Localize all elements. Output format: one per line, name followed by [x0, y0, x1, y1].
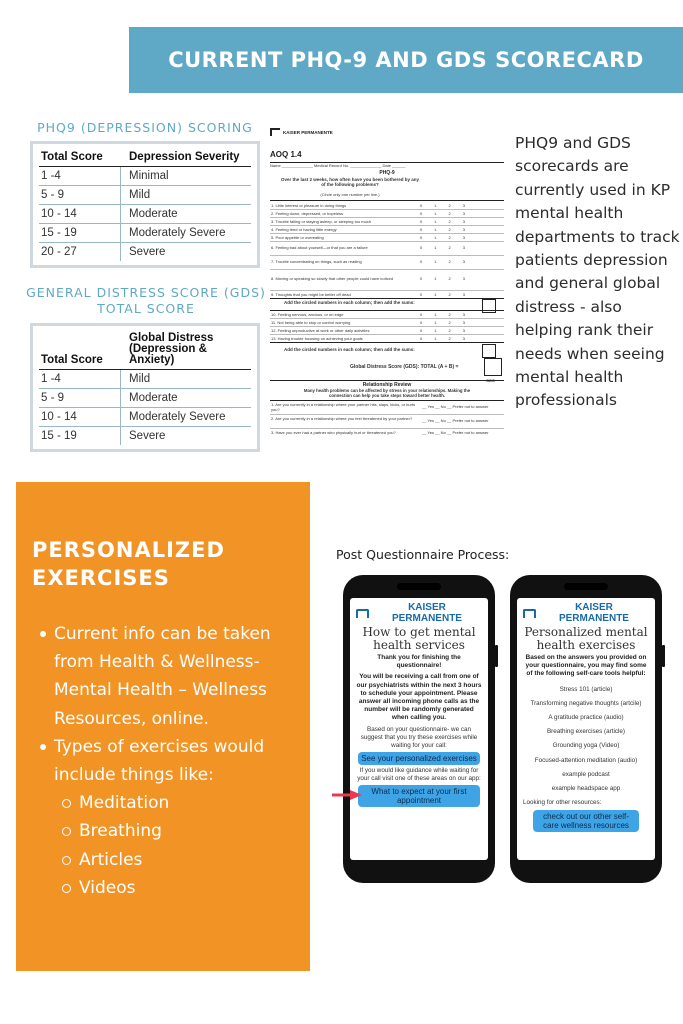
- form-question: Over the last 2 weeks, how often have you been bothered by any of the following problems?: [280, 177, 420, 187]
- phone-side-button: [662, 645, 665, 667]
- kp-brand-text: KAISER PERMANENTE: [391, 602, 462, 624]
- form-scale: 0 1 2 3: [420, 227, 465, 232]
- answer-options: __ Yes __ No __ Prefer not to answer: [422, 418, 489, 423]
- table-row: [39, 186, 251, 205]
- form-code: AOQ 1.4: [270, 150, 302, 159]
- divider: [270, 414, 504, 415]
- page-title: CURRENT PHQ-9 AND GDS SCORECARD: [168, 48, 644, 72]
- form-question-item: 3. Trouble falling or staying asleep, or sleeping too much: [271, 219, 372, 224]
- table-row: [39, 427, 251, 445]
- guidance-text: If you would like guidance while waiting for your call visit one of these areas on our app:: [357, 766, 481, 782]
- phone-notch: [397, 583, 441, 590]
- divider: [270, 400, 504, 401]
- form-sum-line: Add the circled numbers in each column; then add the sums:: [284, 300, 415, 305]
- table-cell: 20 - 27: [39, 243, 121, 261]
- table-header: [39, 148, 251, 167]
- table-cell: Mild: [129, 373, 151, 385]
- divider: [270, 255, 504, 256]
- form-question-item: 8. Moving or speaking so slowly that other people could have noticed: [271, 276, 394, 281]
- tool-link[interactable]: Focused-attention meditation (audio): [534, 756, 638, 764]
- gds-section-title: GENERAL DISTRESS SCORE (GDS) TOTAL SCORE: [26, 285, 266, 316]
- phone-side-button: [495, 645, 498, 667]
- phone-mockup-services: [343, 575, 495, 883]
- form-logo-text: KAISER PERMANENTE: [283, 129, 333, 135]
- table-cell: 15 - 19: [39, 427, 121, 445]
- relationship-heading: Relationship Review: [362, 382, 412, 388]
- suggest-text: Based on your questionnaire- we can suggest that you try these exercises while waiting for your call:: [360, 725, 478, 749]
- table-row: [39, 224, 251, 243]
- call-info-text: You will be receiving a call from one of our psychiatrists within the next 3 hours to schedule your appointment. Please answer all incoming phone calls as the number will be randomly generated when calling you.: [356, 673, 482, 722]
- kp-brand-text: KAISER PERMANENTE: [558, 602, 629, 624]
- table-cell: 15 - 19: [39, 224, 121, 242]
- phq9-questionnaire-form: [270, 124, 504, 442]
- list-item: Types of exercises would include things like:: [38, 733, 308, 789]
- form-scale: 0 1 2 3: [420, 336, 465, 341]
- gds-total-box: [484, 358, 502, 376]
- divider: [270, 342, 504, 343]
- personalized-exercises-button[interactable]: See your personalized exercises: [358, 752, 480, 765]
- self-care-tools-list: [523, 686, 649, 793]
- form-question-item: 11. Not being able to stop or control worrying: [271, 320, 351, 325]
- exercises-title-line1: PERSONALIZED: [32, 538, 225, 562]
- divider: [270, 233, 504, 234]
- list-item-meditation: Meditation: [38, 789, 308, 817]
- form-sum-line: Add the circled numbers in each column; then add the sums:: [284, 347, 415, 352]
- table-cell: Severe: [129, 430, 166, 442]
- relationship-item: 1. Are you currently in a relationship where your partner hits, slaps, kicks, or hurts you?: [271, 402, 416, 412]
- kaiser-logo: [270, 128, 333, 136]
- kp-brand: [356, 602, 482, 624]
- table-row: [39, 243, 251, 261]
- form-scale: 0 1 2 3: [420, 328, 465, 333]
- table-row: [39, 408, 251, 427]
- tool-link[interactable]: A gratitude practice (audio): [548, 713, 624, 721]
- phone-mockup-exercises: [510, 575, 662, 883]
- form-scale: 0 1 2 3: [420, 276, 465, 281]
- header-banner: [129, 27, 683, 93]
- divider: [270, 310, 504, 311]
- gds-score-table: [30, 323, 260, 452]
- personalized-exercises-panel: [16, 482, 310, 971]
- form-question-item: 4. Feeling tired or having little energy: [271, 227, 337, 232]
- form-scale: 0 1 2 3: [420, 211, 465, 216]
- tool-link[interactable]: Transforming negative thoughts (artcile): [530, 699, 642, 707]
- exercises-title: [32, 536, 225, 592]
- column-header: Depression Severity: [129, 151, 240, 163]
- table-header: [39, 330, 251, 370]
- divider: [270, 200, 504, 201]
- form-instruction: (Circle only one number per line.): [320, 192, 380, 197]
- divider: [270, 290, 504, 291]
- kp-logo-icon: [270, 128, 280, 136]
- score-box-b: [482, 344, 496, 358]
- exercises-list: [38, 620, 308, 902]
- table-row: [39, 167, 251, 186]
- table-row: [39, 370, 251, 389]
- divider: [270, 326, 504, 327]
- table-cell: Moderate: [129, 208, 178, 220]
- form-scale: 0 1 2 3: [420, 235, 465, 240]
- relationship-subtext: Many health problems can be affected by stress in your relationships. Making the connection can help you take steps toward better health.: [303, 388, 471, 398]
- form-question-item: 1. Little interest or pleasure in doing things: [271, 203, 347, 208]
- first-appointment-button[interactable]: What to expect at your first appointment: [358, 785, 480, 807]
- table-cell: Moderately Severe: [129, 411, 226, 423]
- list-item-videos: Videos: [38, 874, 308, 902]
- intro-text: Based on the answers you provided on your questionnaire, you may find some of the following self-care tools helpful:: [525, 654, 647, 678]
- relationship-item: 2. Are you currently in a relationship where you feel threatened by your partner?: [271, 416, 413, 421]
- form-question-item: 2. Feeling down, depressed, or hopeless: [271, 211, 344, 216]
- form-scale: 0 1 2 3: [420, 312, 465, 317]
- form-question-item: 6. Feeling bad about yourself—or that you are a failure: [271, 245, 368, 250]
- form-scale: 0 1 2 3: [420, 259, 465, 264]
- column-header: Global Distress (Depression & Anxiety): [129, 332, 214, 366]
- divider: [270, 241, 504, 242]
- gds-total-line: Global Distress Score (GDS): TOTAL (A + B) =: [350, 364, 459, 370]
- kp-logo-icon: [356, 609, 369, 618]
- list-item: Current info can be taken from Health & Wellness- Mental Health – Wellness Resources, online.: [38, 620, 308, 733]
- phone-screen: [517, 598, 655, 860]
- table-cell: Severe: [129, 246, 166, 258]
- table-cell: 5 - 9: [39, 389, 121, 407]
- tool-link[interactable]: Breathing exercises (article): [546, 728, 626, 736]
- screen-title: Personalized mental health exercises: [524, 625, 648, 652]
- other-resources-label: Looking for other resources:: [523, 799, 602, 807]
- kp-brand: [523, 602, 649, 624]
- form-scale: 0 1 2 3: [420, 203, 465, 208]
- table-cell: Mild: [129, 189, 151, 201]
- list-item-breathing: Breathing: [38, 817, 308, 845]
- divider: [270, 334, 504, 335]
- tool-link[interactable]: example headspace app: [551, 784, 621, 792]
- table-cell: Moderate: [129, 392, 178, 404]
- phone-notch: [564, 583, 608, 590]
- table-row: [39, 389, 251, 408]
- form-scale: 0 1 2 3: [420, 320, 465, 325]
- divider: [270, 225, 504, 226]
- scorecard-description: PHQ9 and GDS scorecards are currently used in KP mental health departments to track patients depression and general global distress - also helping rank their needs when seeing mental health professionals: [515, 134, 680, 410]
- relationship-item: 3. Have you ever had a partner who physically hurt or threatened you?: [271, 430, 396, 435]
- exercises-title-line2: EXERCISES: [32, 566, 170, 590]
- form-question-item: 5. Poor appetite or overeating: [271, 235, 324, 240]
- wellness-resources-button[interactable]: check out our other self-care wellness resources: [533, 810, 639, 832]
- table-row: [39, 205, 251, 224]
- kp-logo-icon: [523, 609, 536, 618]
- form-name-line: Name ______________ Medical Record No. ______________ Date ______: [270, 163, 406, 168]
- screen-title: How to get mental health services: [362, 625, 476, 652]
- table-cell: 1 -4: [39, 167, 121, 185]
- thanks-text: Thank you for finishing the questionnaire!: [377, 654, 461, 670]
- form-question-item: 13. Having trouble focusing on achieving your goals: [271, 336, 363, 341]
- table-cell: 1 -4: [39, 370, 121, 388]
- answer-options: __ Yes __ No __ Prefer not to answer: [422, 430, 489, 435]
- table-cell: Moderately Severe: [129, 227, 226, 239]
- table-cell: 10 - 14: [39, 408, 121, 426]
- divider: [270, 380, 504, 381]
- form-question-item: 12. Feeling unproductive at work or other daily activities: [271, 328, 370, 333]
- divider: [270, 298, 504, 299]
- divider: [270, 269, 504, 270]
- phq9-section-title: PHQ9 (DEPRESSION) SCORING: [37, 120, 253, 135]
- divider: [270, 318, 504, 319]
- phq9-score-table: [30, 141, 260, 268]
- answer-options: __ Yes __ No __ Prefer not to answer: [422, 404, 489, 409]
- divider: [270, 428, 504, 429]
- list-item-articles: Articles: [38, 846, 308, 874]
- tool-link[interactable]: Grounding yoga (Video): [552, 742, 620, 750]
- form-heading: PHQ-9: [379, 170, 395, 176]
- table-cell: 10 - 14: [39, 205, 121, 223]
- pointer-arrow-icon: [332, 790, 362, 800]
- table-cell: Minimal: [129, 170, 169, 182]
- divider: [270, 209, 504, 210]
- tool-link[interactable]: Stress 101 (article): [559, 685, 613, 693]
- post-questionnaire-label: Post Questionnaire Process:: [336, 547, 510, 562]
- tool-link[interactable]: example podcast: [562, 770, 610, 778]
- phone-screen: [350, 598, 488, 860]
- column-header: Total Score: [41, 151, 103, 163]
- form-question-item: 10. Feeling nervous, anxious, or on edge: [271, 312, 344, 317]
- form-scale: 0 1 2 3: [420, 219, 465, 224]
- table-cell: 5 - 9: [39, 186, 121, 204]
- column-header: Total Score: [41, 354, 103, 366]
- form-scale: 0 1 2 3: [420, 292, 465, 297]
- divider: [270, 217, 504, 218]
- form-question-item: 9. Thoughts that you might be better off dead: [271, 292, 351, 297]
- form-scale: 0 1 2 3: [420, 245, 465, 250]
- form-question-item: 7. Trouble concentrating on things, such as reading: [271, 259, 362, 264]
